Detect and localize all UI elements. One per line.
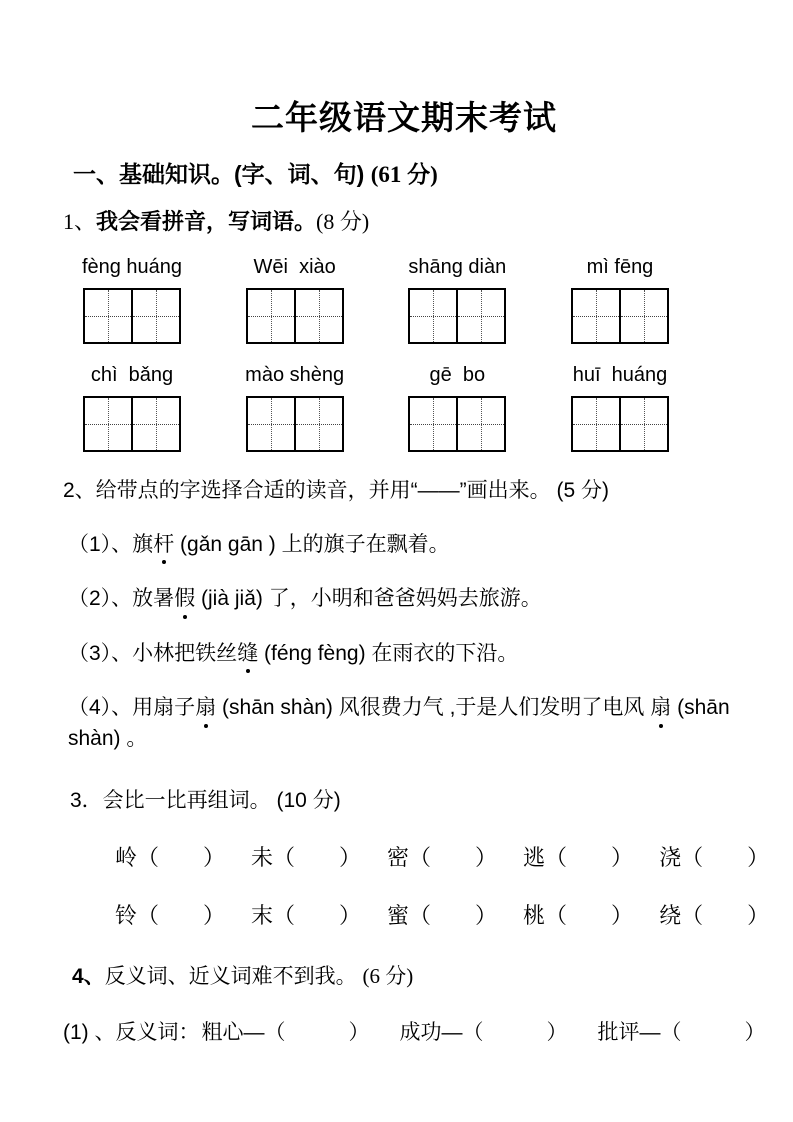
word-blank: 铃（ ） — [115, 903, 226, 929]
word-blank: 桃（ ） — [523, 903, 634, 929]
pinyin-column — [395, 256, 519, 344]
word-blank: 逃（ ） — [523, 845, 634, 871]
pinyin-label: mì fēng — [586, 256, 654, 278]
antonym-blank: 粗心—（ ） — [201, 1021, 370, 1045]
character-writing-grid — [571, 288, 669, 344]
question-3-heading: 3．会比一比再组词。 (10 分) — [70, 789, 341, 813]
item-text: (shān shàn) 风很费力气 ,于是人们发明了电风 — [216, 696, 651, 720]
grid-cell — [131, 290, 179, 342]
grid-cell — [410, 398, 456, 450]
grid-cell — [294, 398, 342, 450]
pinyin-column — [70, 364, 194, 452]
item-text: （2）、放暑 — [68, 587, 175, 611]
grid-cell — [294, 290, 342, 342]
grid-cell — [410, 290, 456, 342]
item-text: （3）、小林把铁丝 — [68, 641, 238, 665]
grid-cell — [456, 398, 504, 450]
section-1-score: (61 分) — [370, 162, 438, 187]
question-2-heading: 2、给带点的字选择合适的读音，并用“——”画出来。 (5 分) — [63, 479, 609, 502]
question-2-item-2 — [68, 584, 752, 614]
question-1-score: (8 分) — [316, 209, 370, 234]
pinyin-label: fèng huáng — [81, 256, 183, 278]
character-writing-grid — [246, 396, 344, 452]
emphasized-character: 扇 — [650, 693, 671, 723]
emphasized-character: 扇 — [195, 693, 216, 723]
grid-cell — [456, 290, 504, 342]
question-4-heading — [72, 960, 745, 990]
grid-cell — [619, 398, 667, 450]
grid-cell — [573, 290, 619, 342]
section-1-heading-text: 一、基础知识。(字、词、句) — [73, 161, 371, 187]
word-blank: 绕（ ） — [659, 903, 770, 929]
antonym-blank: 批评—（ ） — [597, 1021, 766, 1045]
grid-cell — [85, 290, 131, 342]
pinyin-label: chì bǎng — [90, 364, 174, 386]
question-1-number: 1、 — [63, 209, 97, 234]
question-2-item-4 — [68, 693, 752, 754]
emphasized-character: 假 — [174, 584, 195, 614]
antonym-blank: 成功—（ ） — [399, 1021, 568, 1045]
antonym-prompt: (1) 、反义词： — [63, 1021, 200, 1045]
word-blank: 岭（ ） — [115, 845, 226, 871]
pinyin-label: shāng diàn — [408, 256, 507, 278]
grid-cell — [619, 290, 667, 342]
character-writing-grid — [246, 288, 344, 344]
pinyin-column — [70, 256, 194, 344]
pinyin-column — [558, 256, 682, 344]
question-2-item-3 — [68, 639, 752, 669]
pinyin-row-2 — [70, 364, 682, 452]
pinyin-row-1 — [70, 256, 682, 344]
page-title: 二年级语文期末考试 — [251, 99, 557, 136]
grid-cell — [85, 398, 131, 450]
word-blank: 蜜（ ） — [387, 903, 498, 929]
item-text: (féng fèng) 在雨衣的下沿。 — [258, 641, 519, 665]
item-text: (jià jiǎ) 了，小明和爸爸妈妈去旅游。 — [195, 587, 542, 611]
pinyin-label: huī huáng — [572, 364, 668, 386]
pinyin-label: Wēi xiào — [253, 256, 336, 278]
question-4-item-1 — [63, 1016, 766, 1046]
word-blank: 未（ ） — [251, 845, 362, 871]
word-blank: 浇（ ） — [659, 845, 770, 871]
grid-cell — [573, 398, 619, 450]
emphasized-character: 缝 — [237, 639, 258, 669]
item-text: (shān shàn) 。 — [68, 696, 730, 750]
grid-cell — [248, 398, 294, 450]
pinyin-column — [558, 364, 682, 452]
character-writing-grid — [408, 396, 506, 452]
question-2-item-1 — [68, 530, 752, 560]
item-text: （1）、旗 — [68, 533, 154, 556]
pinyin-column — [233, 256, 357, 344]
character-writing-grid — [571, 396, 669, 452]
character-writing-grid — [83, 396, 181, 452]
question-4-number: 4、 — [72, 965, 105, 989]
word-building-row-2 — [115, 899, 770, 930]
pinyin-label: gē bo — [429, 364, 486, 386]
character-writing-grid — [408, 288, 506, 344]
question-1-heading-text: 我会看拼音，写词语。 — [96, 209, 317, 234]
section-1-heading — [73, 156, 745, 189]
word-blank: 密（ ） — [387, 845, 498, 871]
grid-cell — [248, 290, 294, 342]
item-text: （4）、用扇子 — [68, 696, 196, 720]
item-text: (gǎn gān ) 上的旗子在飘着。 — [174, 533, 450, 556]
pinyin-column — [233, 364, 357, 452]
word-blank: 末（ ） — [251, 903, 362, 929]
question-4-heading-text: 反义词、近义词难不到我。 — [104, 965, 357, 989]
grid-cell — [131, 398, 179, 450]
question-4-score: (6 分) — [362, 964, 414, 989]
pinyin-column — [395, 364, 519, 452]
word-building-row-1 — [115, 841, 770, 872]
character-writing-grid — [83, 288, 181, 344]
question-1-heading — [63, 205, 745, 236]
emphasized-character: 杆 — [153, 530, 174, 560]
pinyin-label: mào shèng — [245, 364, 345, 386]
